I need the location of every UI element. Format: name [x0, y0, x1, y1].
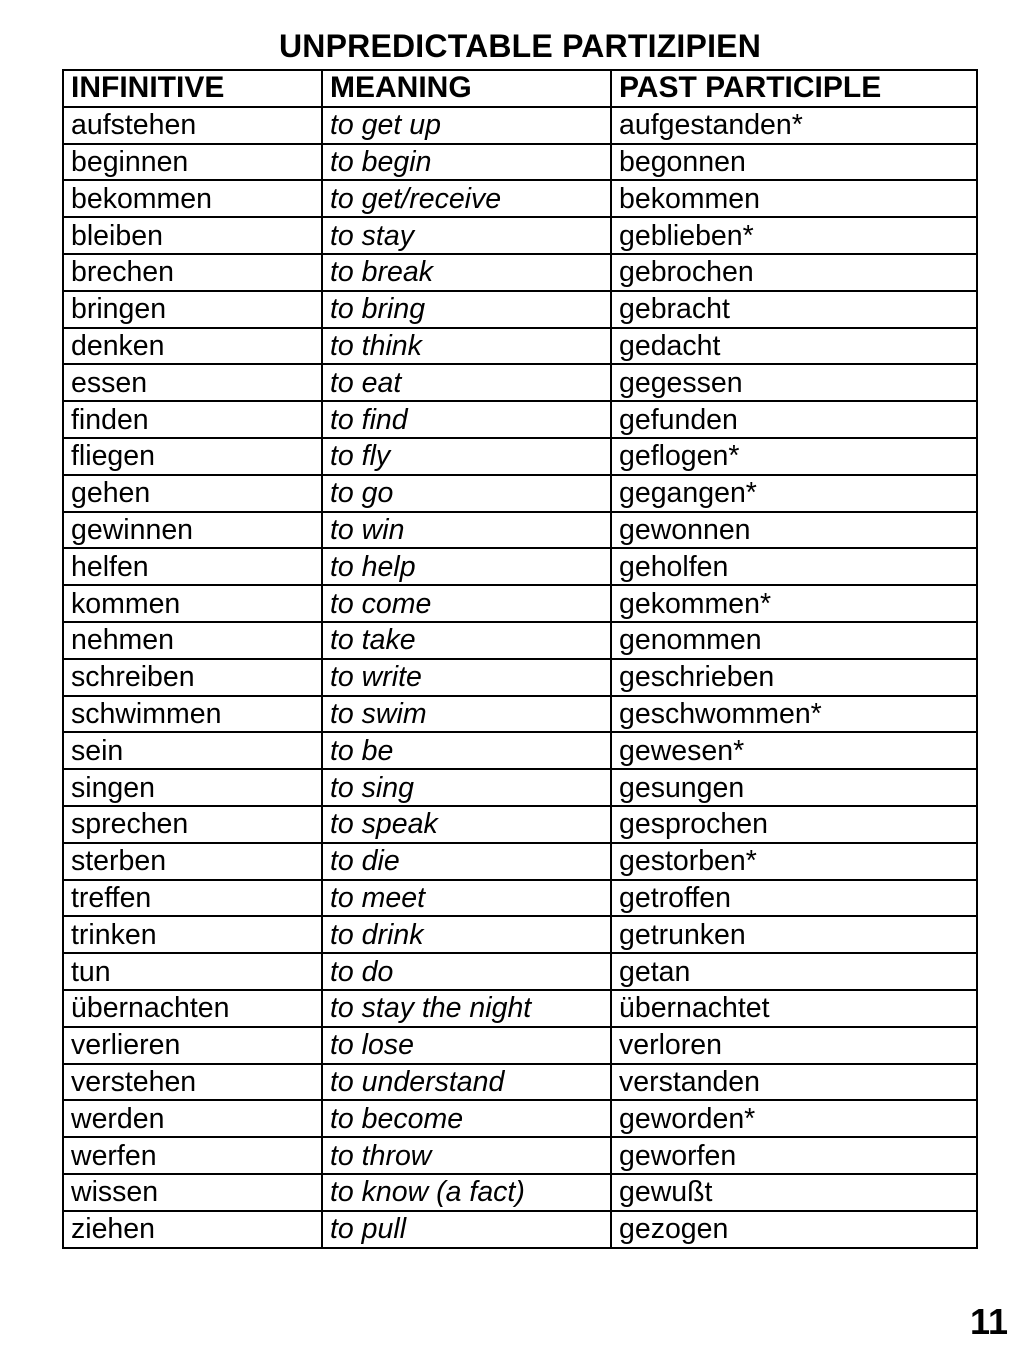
table-row [63, 144, 977, 181]
past-participle-cell: gebrochen [611, 254, 977, 291]
table-row [63, 696, 977, 733]
meaning-cell: to write [322, 659, 611, 696]
meaning-cell: to help [322, 548, 611, 585]
past-participle-cell: gegangen* [611, 475, 977, 512]
table-row [63, 1027, 977, 1064]
table-row [63, 180, 977, 217]
past-participle-cell: gedacht [611, 328, 977, 365]
infinitive-cell: kommen [63, 585, 322, 622]
table-row [63, 512, 977, 549]
past-participle-cell: getroffen [611, 880, 977, 917]
past-participle-cell: geflogen* [611, 438, 977, 475]
past-participle-cell: gewonnen [611, 512, 977, 549]
meaning-cell: to lose [322, 1027, 611, 1064]
meaning-cell: to bring [322, 291, 611, 328]
infinitive-cell: singen [63, 769, 322, 806]
table-row [63, 880, 977, 917]
meaning-cell: to be [322, 732, 611, 769]
past-participle-cell: gewußt [611, 1174, 977, 1211]
past-participle-cell: gesungen [611, 769, 977, 806]
table-row [63, 1100, 977, 1137]
meaning-cell: to meet [322, 880, 611, 917]
past-participle-cell: gezogen [611, 1211, 977, 1248]
past-participle-cell: geblieben* [611, 217, 977, 254]
table-row [63, 401, 977, 438]
past-participle-cell: geworden* [611, 1100, 977, 1137]
infinitive-cell: verstehen [63, 1064, 322, 1101]
infinitive-cell: essen [63, 364, 322, 401]
table-row [63, 107, 977, 144]
table-row [63, 328, 977, 365]
table-row [63, 291, 977, 328]
table-row [63, 475, 977, 512]
meaning-cell: to sing [322, 769, 611, 806]
infinitive-cell: wissen [63, 1174, 322, 1211]
table-row [63, 1064, 977, 1101]
past-participle-cell: geschrieben [611, 659, 977, 696]
table-row [63, 732, 977, 769]
table-row [63, 548, 977, 585]
infinitive-cell: übernachten [63, 990, 322, 1027]
meaning-cell: to become [322, 1100, 611, 1137]
infinitive-cell: nehmen [63, 622, 322, 659]
meaning-cell: to think [322, 328, 611, 365]
infinitive-cell: helfen [63, 548, 322, 585]
table-row [63, 1174, 977, 1211]
infinitive-cell: gewinnen [63, 512, 322, 549]
meaning-cell: to pull [322, 1211, 611, 1248]
past-participle-cell: genommen [611, 622, 977, 659]
infinitive-cell: beginnen [63, 144, 322, 181]
table-body [63, 107, 977, 1248]
table-row [63, 364, 977, 401]
infinitive-cell: verlieren [63, 1027, 322, 1064]
past-participle-cell: verstanden [611, 1064, 977, 1101]
past-participle-cell: getrunken [611, 916, 977, 953]
infinitive-cell: schwimmen [63, 696, 322, 733]
past-participle-cell: gekommen* [611, 585, 977, 622]
infinitive-cell: trinken [63, 916, 322, 953]
past-participle-cell: verloren [611, 1027, 977, 1064]
infinitive-cell: bringen [63, 291, 322, 328]
past-participle-cell: begonnen [611, 144, 977, 181]
table-row [63, 916, 977, 953]
past-participle-cell: geworfen [611, 1137, 977, 1174]
infinitive-cell: werden [63, 1100, 322, 1137]
table-row [63, 806, 977, 843]
verb-table [62, 69, 978, 1249]
infinitive-cell: sterben [63, 843, 322, 880]
past-participle-cell: gefunden [611, 401, 977, 438]
meaning-cell: to know (a fact) [322, 1174, 611, 1211]
meaning-cell: to take [322, 622, 611, 659]
meaning-cell: to throw [322, 1137, 611, 1174]
table-row [63, 585, 977, 622]
meaning-cell: to stay [322, 217, 611, 254]
infinitive-cell: finden [63, 401, 322, 438]
meaning-cell: to come [322, 585, 611, 622]
meaning-cell: to go [322, 475, 611, 512]
meaning-cell: to stay the night [322, 990, 611, 1027]
past-participle-cell: geholfen [611, 548, 977, 585]
infinitive-cell: bleiben [63, 217, 322, 254]
meaning-cell: to break [322, 254, 611, 291]
past-participle-cell: aufgestanden* [611, 107, 977, 144]
infinitive-cell: sprechen [63, 806, 322, 843]
table-row [63, 659, 977, 696]
meaning-cell: to do [322, 953, 611, 990]
table-row [63, 1137, 977, 1174]
table-row [63, 438, 977, 475]
infinitive-cell: schreiben [63, 659, 322, 696]
meaning-cell: to win [322, 512, 611, 549]
table-row [63, 990, 977, 1027]
meaning-cell: to speak [322, 806, 611, 843]
infinitive-cell: sein [63, 732, 322, 769]
past-participle-cell: gegessen [611, 364, 977, 401]
infinitive-cell: werfen [63, 1137, 322, 1174]
past-participle-cell: geschwommen* [611, 696, 977, 733]
past-participle-cell: gestorben* [611, 843, 977, 880]
infinitive-cell: fliegen [63, 438, 322, 475]
table-header-row [63, 70, 977, 107]
meaning-cell: to eat [322, 364, 611, 401]
past-participle-cell: getan [611, 953, 977, 990]
meaning-cell: to begin [322, 144, 611, 181]
infinitive-cell: ziehen [63, 1211, 322, 1248]
page-title: UNPREDICTABLE PARTIZIPIEN [278, 28, 762, 64]
meaning-cell: to understand [322, 1064, 611, 1101]
past-participle-cell: bekommen [611, 180, 977, 217]
table-row [63, 622, 977, 659]
meaning-cell: to fly [322, 438, 611, 475]
past-participle-cell: übernachtet [611, 990, 977, 1027]
page-number: 11 [969, 1301, 1008, 1342]
meaning-cell: to drink [322, 916, 611, 953]
past-participle-cell: gewesen* [611, 732, 977, 769]
infinitive-cell: bekommen [63, 180, 322, 217]
infinitive-cell: tun [63, 953, 322, 990]
table-row [63, 769, 977, 806]
column-header-meaning: MEANING [322, 70, 611, 107]
table-row [63, 953, 977, 990]
table-row [63, 843, 977, 880]
meaning-cell: to find [322, 401, 611, 438]
infinitive-cell: treffen [63, 880, 322, 917]
past-participle-cell: gesprochen [611, 806, 977, 843]
past-participle-cell: gebracht [611, 291, 977, 328]
column-header-past-participle: PAST PARTICIPLE [611, 70, 977, 107]
meaning-cell: to die [322, 843, 611, 880]
infinitive-cell: denken [63, 328, 322, 365]
meaning-cell: to get up [322, 107, 611, 144]
meaning-cell: to get/receive [322, 180, 611, 217]
infinitive-cell: aufstehen [63, 107, 322, 144]
table-row [63, 254, 977, 291]
table-row [63, 1211, 977, 1248]
infinitive-cell: brechen [63, 254, 322, 291]
table-row [63, 217, 977, 254]
column-header-infinitive: INFINITIVE [63, 70, 322, 107]
infinitive-cell: gehen [63, 475, 322, 512]
meaning-cell: to swim [322, 696, 611, 733]
